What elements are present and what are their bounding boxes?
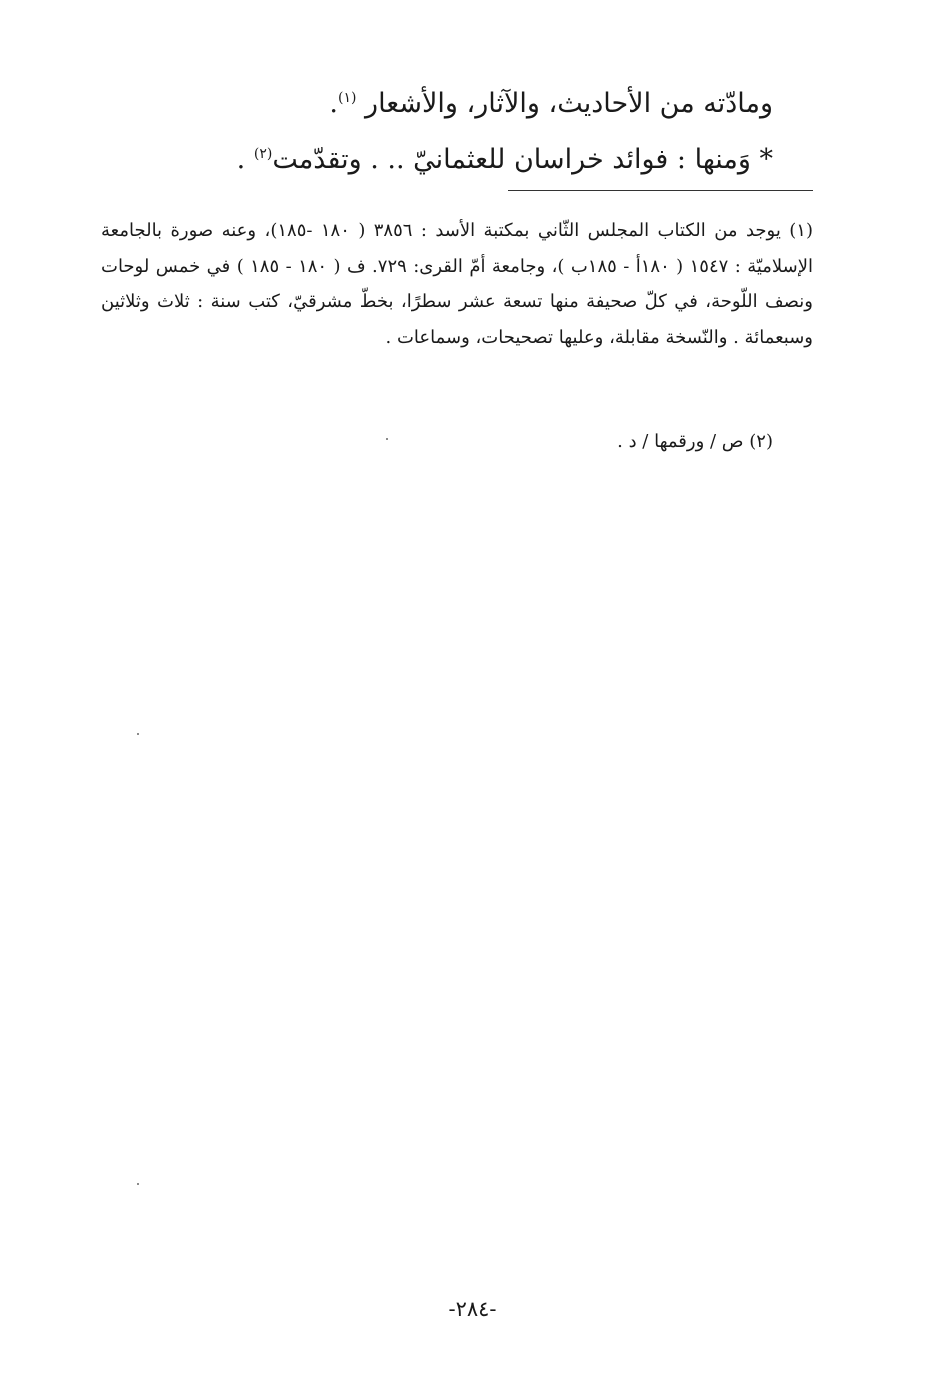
scan-speck (386, 438, 388, 440)
body-text: ومادّته من الأحاديث، والآثار، والأشعار (365, 88, 773, 119)
footnote-ref-1: (١) (337, 90, 357, 106)
body-text-line-2 (237, 140, 773, 180)
scan-speck (137, 1183, 139, 1185)
page-number: -٢٨٤- (448, 1297, 497, 1321)
footnotes-block (101, 213, 813, 355)
sentence-end: . (329, 88, 338, 119)
body-text-line-1 (329, 84, 773, 124)
footnote-1: (١) يوجد من الكتاب المجلس الثّاني بمكتبة الأسد : ٣٨٥٦ ( ١٨٠ -١٨٥)، وعنه صورة بالجامعة الإسلاميّة : ١٥٤٧ ( ١٨٠أ - ١٨٥ب )، وجامعة أمّ القرى: ٧٢٩. ف ( ١٨٠ - ١٨٥ ) في خمس لوحات ونصف اللّوحة، في كلّ صحيفة منها تسعة عشر سطرًا، بخطّ مشرقيّ، كتب سنة : ثلاث وثلاثين وسبعمائة . والنّسخة مقابلة، وعليها تصحيحات، وسماعات . (101, 220, 814, 348)
footnote-ref-2: (٢) (253, 146, 273, 162)
body-text: * وَمنها : فوائد خراسان للعثمانيّ .. . وتقدّمت (272, 144, 773, 175)
sentence-end: . (236, 144, 254, 175)
footnote-2: (٢) ص / ورقمها / د . (617, 431, 773, 452)
scan-speck (137, 733, 139, 735)
footnote-separator (508, 190, 813, 191)
